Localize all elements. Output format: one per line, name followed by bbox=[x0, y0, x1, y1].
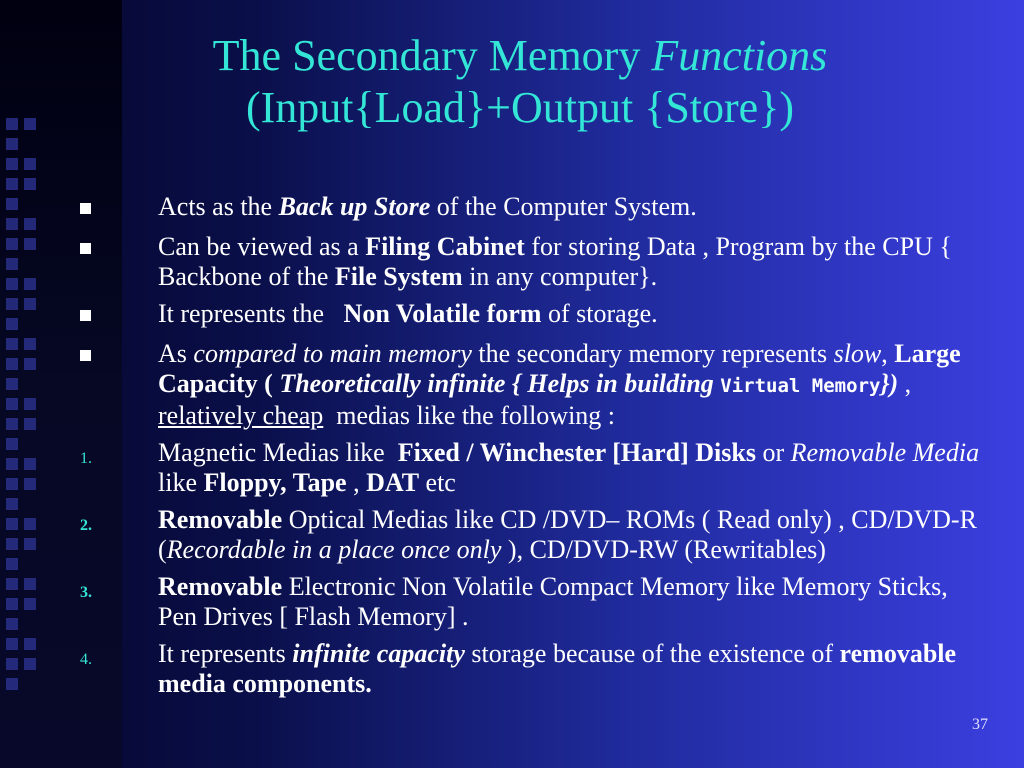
decorative-squares bbox=[6, 118, 46, 698]
decorative-square bbox=[6, 358, 18, 370]
decorative-square bbox=[6, 258, 18, 270]
text-run-bold-italic: Back up Store bbox=[278, 192, 431, 221]
text-run-bold-italic: infinite capacity bbox=[292, 639, 465, 668]
decorative-square bbox=[6, 598, 18, 610]
item-text bbox=[158, 192, 980, 225]
decorative-square bbox=[24, 358, 36, 370]
text-run: in any computer}. bbox=[462, 262, 658, 291]
text-run: Can be viewed as a bbox=[158, 232, 366, 261]
title-italic: Functions bbox=[651, 31, 828, 80]
decorative-square bbox=[6, 438, 18, 450]
item-text bbox=[158, 232, 980, 292]
decorative-square bbox=[6, 478, 18, 490]
item-text bbox=[158, 299, 980, 332]
square-bullet-icon bbox=[70, 339, 158, 431]
item-text bbox=[158, 505, 980, 565]
text-run-italic: Recordable in a place once only bbox=[166, 535, 502, 564]
decorative-square bbox=[24, 518, 36, 530]
text-run: It represents the bbox=[158, 299, 344, 328]
text-run: Optical Medias like CD /DVD– ROMs ( Read only) , CD/DVD-R ( bbox=[158, 505, 977, 564]
numbered-item-4 bbox=[70, 639, 980, 699]
decorative-square bbox=[6, 538, 18, 550]
decorative-square bbox=[6, 558, 18, 570]
text-run-italic: Removable Media bbox=[790, 438, 980, 467]
text-run-bold: Floppy, Tape bbox=[203, 468, 347, 497]
text-run-bold: DAT bbox=[366, 468, 420, 497]
text-run-mono: Virtual Memory bbox=[720, 375, 881, 397]
decorative-square bbox=[6, 378, 18, 390]
text-run: of the Computer System. bbox=[430, 192, 697, 221]
page-number: 37 bbox=[972, 716, 988, 733]
title-line-2: (Input{Load}+Output {Store}) bbox=[246, 83, 794, 132]
text-run: As bbox=[158, 339, 194, 368]
text-run: of storage. bbox=[541, 299, 658, 328]
decorative-square bbox=[6, 638, 18, 650]
item-number: 3. bbox=[80, 584, 92, 601]
text-run: the secondary memory represents bbox=[471, 339, 834, 368]
bullet-item-4 bbox=[70, 339, 980, 431]
decorative-square bbox=[6, 138, 18, 150]
text-run-bold: removable media components. bbox=[158, 639, 957, 698]
text-run-bold-italic: }) bbox=[880, 369, 899, 398]
item-text bbox=[158, 572, 980, 632]
text-run-underlined: relatively cheap bbox=[158, 401, 324, 430]
title-line-1 bbox=[120, 30, 920, 82]
decorative-square bbox=[24, 658, 36, 670]
title-plain: The Secondary Memory bbox=[212, 31, 652, 80]
square-bullet-icon bbox=[70, 232, 158, 292]
item-number: 4. bbox=[80, 651, 92, 668]
decorative-square bbox=[6, 338, 18, 350]
decorative-square bbox=[24, 538, 36, 550]
decorative-square bbox=[24, 238, 36, 250]
decorative-square bbox=[6, 238, 18, 250]
text-run-bold: Non Volatile form bbox=[343, 299, 542, 328]
item-text bbox=[158, 438, 980, 498]
decorative-square bbox=[6, 178, 18, 190]
item-text bbox=[158, 639, 980, 699]
decorative-square bbox=[6, 678, 18, 690]
decorative-square bbox=[24, 158, 36, 170]
text-run: Acts as the bbox=[158, 192, 279, 221]
numbered-item-1 bbox=[70, 438, 980, 498]
item-text bbox=[158, 339, 980, 431]
text-run: medias like the following : bbox=[323, 401, 616, 430]
item-number: 2. bbox=[80, 517, 92, 534]
text-run: storage because of the existence of bbox=[464, 639, 840, 668]
decorative-square bbox=[6, 198, 18, 210]
bullet-item-1 bbox=[70, 192, 980, 225]
decorative-square bbox=[6, 318, 18, 330]
decorative-square bbox=[6, 398, 18, 410]
decorative-square bbox=[6, 118, 18, 130]
decorative-square bbox=[6, 618, 18, 630]
text-run: , bbox=[346, 468, 367, 497]
decorative-square bbox=[24, 338, 36, 350]
decorative-square bbox=[24, 418, 36, 430]
text-run: , bbox=[898, 369, 912, 398]
text-run: etc bbox=[419, 468, 456, 497]
decorative-square bbox=[24, 118, 36, 130]
decorative-square bbox=[24, 398, 36, 410]
decorative-square bbox=[24, 638, 36, 650]
decorative-square bbox=[24, 458, 36, 470]
text-run-bold: Fixed / Winchester [Hard] Disks bbox=[397, 438, 756, 467]
square-bullet-icon bbox=[70, 192, 158, 225]
slide-body bbox=[70, 192, 980, 706]
decorative-square bbox=[6, 298, 18, 310]
decorative-square bbox=[6, 498, 18, 510]
decorative-square bbox=[6, 218, 18, 230]
text-run: Electronic Non Volatile Compact Memory like Memory Sticks, Pen Drives [ Flash Memory] . bbox=[158, 572, 948, 631]
slide-title bbox=[120, 30, 920, 134]
text-run-bold: File System bbox=[334, 262, 463, 291]
decorative-square bbox=[6, 158, 18, 170]
numbered-item-3 bbox=[70, 572, 980, 632]
decorative-square bbox=[24, 578, 36, 590]
text-run: , bbox=[881, 339, 895, 368]
text-run: Magnetic Medias like bbox=[158, 438, 398, 467]
text-run-bold: Removable bbox=[158, 505, 283, 534]
text-run: It represents bbox=[158, 639, 293, 668]
numbered-item-2 bbox=[70, 505, 980, 565]
decorative-square bbox=[6, 518, 18, 530]
decorative-square bbox=[24, 598, 36, 610]
decorative-square bbox=[6, 458, 18, 470]
decorative-square bbox=[24, 298, 36, 310]
text-run-italic: compared to main memory bbox=[193, 339, 472, 368]
text-run: like bbox=[158, 468, 204, 497]
item-number: 1. bbox=[80, 450, 92, 467]
text-run-bold-italic: Theoretically infinite { Helps in building bbox=[279, 369, 721, 398]
decorative-square bbox=[6, 278, 18, 290]
decorative-square bbox=[6, 578, 18, 590]
decorative-square bbox=[24, 478, 36, 490]
text-run-italic: slow bbox=[833, 339, 882, 368]
text-run-bold: Removable bbox=[158, 572, 283, 601]
text-run: ), CD/DVD-RW (Rewritables) bbox=[501, 535, 826, 564]
decorative-square bbox=[6, 658, 18, 670]
text-run: or bbox=[755, 438, 791, 467]
decorative-square bbox=[6, 418, 18, 430]
text-run-bold: Filing Cabinet bbox=[365, 232, 525, 261]
text-run-bold: Large Capacity ( bbox=[158, 339, 961, 398]
decorative-square bbox=[24, 278, 36, 290]
bullet-item-2 bbox=[70, 232, 980, 292]
decorative-square bbox=[24, 178, 36, 190]
decorative-square bbox=[24, 218, 36, 230]
text-run: for storing Data , Program by the CPU { Backbone of the bbox=[158, 232, 952, 291]
bullet-item-3 bbox=[70, 299, 980, 332]
square-bullet-icon bbox=[70, 299, 158, 332]
